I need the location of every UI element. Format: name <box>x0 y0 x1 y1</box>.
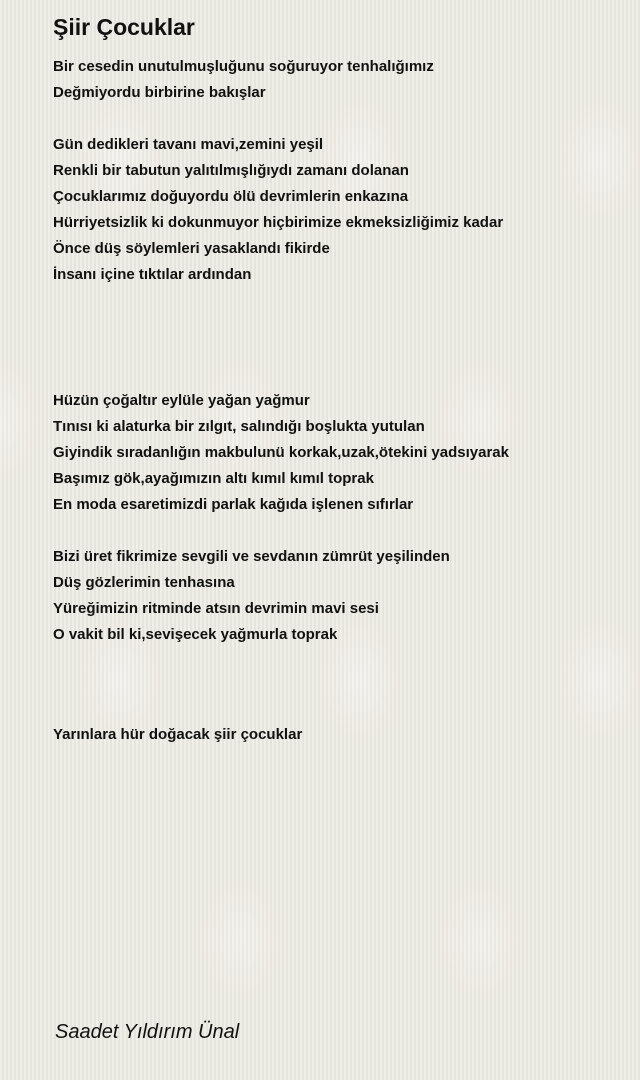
poem-line: Bizi üret fikrimize sevgili ve sevdanın zümrüt yeşilinden <box>53 548 450 565</box>
poem-line: Yarınlara hür doğacak şiir çocuklar <box>53 726 303 743</box>
poem-line: Gün dedikleri tavanı mavi,zemini yeşil <box>53 136 324 153</box>
poem-container <box>53 12 620 748</box>
stanza-gap <box>53 106 620 132</box>
poem-line: Yüreğimizin ritminde atsın devrimin mavi sesi <box>53 600 379 617</box>
poem-line: Bir cesedin unutulmuşluğunu soğuruyor tenhalığımız <box>53 58 434 75</box>
poem-line: Renkli bir tabutun yalıtılmışlığıydı zamanı dolanan <box>53 162 409 179</box>
stanza-1 <box>53 54 620 106</box>
stanza-4 <box>53 544 620 648</box>
stanza-3 <box>53 388 620 518</box>
poem-line: İnsanı içine tıktılar ardından <box>53 266 252 283</box>
poem-author: Saadet Yıldırım Ünal <box>55 1021 240 1043</box>
poem-line: Giyindik sıradanlığın makbulunü korkak,uzak,ötekini yadsıyarak <box>53 444 509 461</box>
stanza-gap <box>53 518 620 544</box>
poem-line: En moda esaretimizdi parlak kağıda işlenen sıfırlar <box>53 496 414 513</box>
poem-line: Hüzün çoğaltır eylüle yağan yağmur <box>53 392 310 409</box>
stanza-5 <box>53 722 620 748</box>
stanza-gap <box>53 288 620 388</box>
poem-line: Çocuklarımız doğuyordu ölü devrimlerin enkazına <box>53 188 409 205</box>
poem-title: Şiir Çocuklar <box>53 14 195 40</box>
poem-line: O vakit bil ki,sevişecek yağmurla toprak <box>53 626 338 643</box>
poem-line: Değmiyordu birbirine bakışlar <box>53 84 266 101</box>
poem-line: Başımız gök,ayağımızın altı kımıl kımıl toprak <box>53 470 374 487</box>
poem-line: Tınısı ki alaturka bir zılgıt, salındığı boşlukta yutulan <box>53 418 425 435</box>
poem-line: Hürriyetsizlik ki dokunmuyor hiçbirimize ekmeksizliğimiz kadar <box>53 214 504 231</box>
poem-line: Önce düş söylemleri yasaklandı fikirde <box>53 240 330 257</box>
poem-line: Düş gözlerimin tenhasına <box>53 574 235 591</box>
stanza-gap <box>53 648 620 722</box>
stanza-2 <box>53 132 620 288</box>
